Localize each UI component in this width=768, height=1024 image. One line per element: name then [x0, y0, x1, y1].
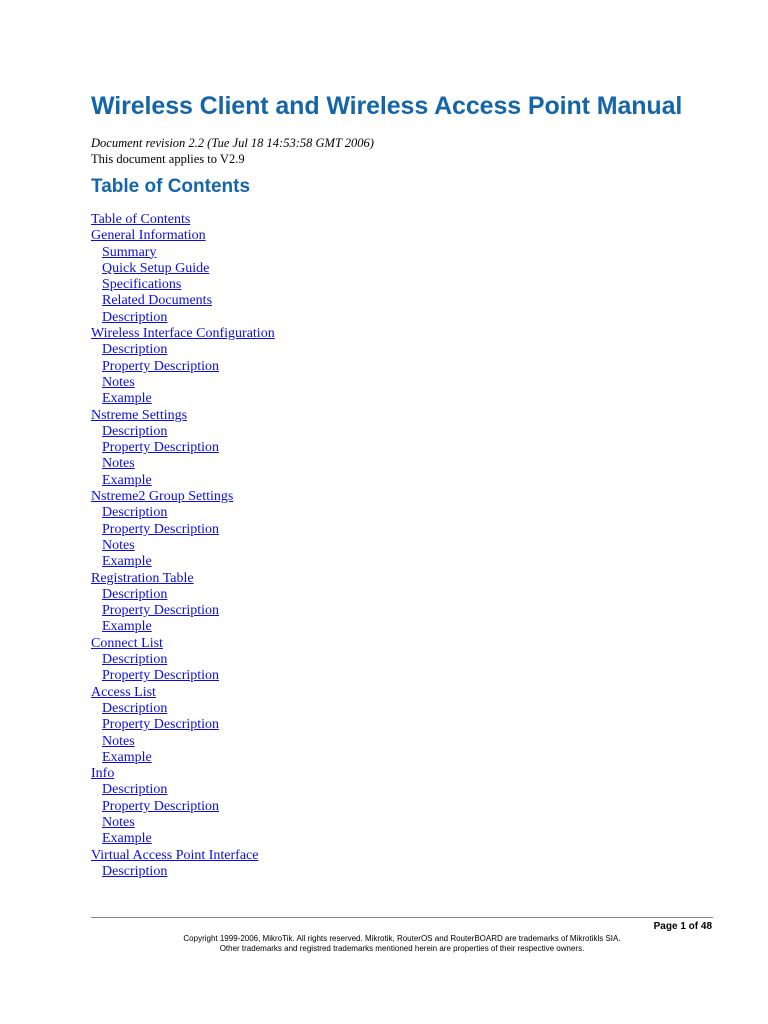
- toc-subsection-link[interactable]: Description: [102, 782, 168, 798]
- toc-section-link[interactable]: General Information: [91, 228, 206, 244]
- toc-subsection-link[interactable]: Example: [102, 619, 152, 635]
- toc-subsection-item: [91, 359, 275, 375]
- toc-subsection-item: [91, 277, 275, 293]
- toc-subsection-link[interactable]: Description: [102, 423, 168, 439]
- toc-section-item: [91, 212, 275, 228]
- toc-subsection-link[interactable]: Notes: [102, 814, 135, 830]
- toc-subsection-link[interactable]: Notes: [102, 456, 135, 472]
- toc-subsection-link[interactable]: Description: [102, 863, 168, 879]
- toc-subsection-link[interactable]: Property Description: [102, 521, 220, 537]
- toc-subsection-link[interactable]: Description: [102, 342, 168, 358]
- toc-subsection-link[interactable]: Description: [102, 652, 168, 668]
- toc-subsection-link[interactable]: Example: [102, 554, 152, 570]
- toc-subsection-item: [91, 440, 275, 456]
- toc-subsection-item: [91, 701, 275, 717]
- toc-subsection-item: [91, 554, 275, 570]
- toc-section-link[interactable]: Virtual Access Point Interface: [91, 847, 259, 863]
- toc-subsection-item: [91, 815, 275, 831]
- toc-subsection-item: [91, 652, 275, 668]
- document-title: Wireless Client and Wireless Access Point Manual: [91, 92, 683, 120]
- toc-subsection-link[interactable]: Property Description: [102, 798, 220, 814]
- toc-subsection-link[interactable]: Description: [102, 309, 168, 325]
- copyright-line-1: Copyright 1999-2006, MikroTik. All rights reserved. Mikrotik, RouterOS and RouterBOARD are trademarks of Mikrotikls SIA.: [183, 934, 621, 943]
- toc-subsection-item: [91, 505, 275, 521]
- toc-subsection-item: [91, 619, 275, 635]
- toc-section-item: [91, 408, 275, 424]
- toc-subsection-item: [91, 391, 275, 407]
- toc-subsection-link[interactable]: Notes: [102, 374, 135, 390]
- toc-subsection-link[interactable]: Description: [102, 700, 168, 716]
- toc-subsection-item: [91, 473, 275, 489]
- toc-section-link[interactable]: Nstreme2 Group Settings: [91, 489, 234, 505]
- toc-section-item: [91, 489, 275, 505]
- document-revision: Document revision 2.2 (Tue Jul 18 14:53:58 GMT 2006): [91, 136, 374, 150]
- toc-subsection-item: [91, 375, 275, 391]
- toc-subsection-link[interactable]: Property Description: [102, 440, 220, 456]
- toc-subsection-item: [91, 782, 275, 798]
- toc-subsection-item: [91, 603, 275, 619]
- toc-subsection-item: [91, 668, 275, 684]
- toc-subsection-link[interactable]: Example: [102, 472, 152, 488]
- toc-subsection-item: [91, 717, 275, 733]
- toc-subsection-link[interactable]: Example: [102, 749, 152, 765]
- toc-subsection-link[interactable]: Related Documents: [102, 293, 213, 309]
- applies-to-version: This document applies to V2.9: [91, 152, 245, 166]
- toc-subsection-link[interactable]: Description: [102, 586, 168, 602]
- toc-subsection-link[interactable]: Quick Setup Guide: [102, 260, 210, 276]
- toc-subsection-link[interactable]: Property Description: [102, 603, 220, 619]
- toc-subsection-item: [91, 293, 275, 309]
- toc-section-link[interactable]: Nstreme Settings: [91, 407, 188, 423]
- toc-section-item: [91, 766, 275, 782]
- toc-section-link[interactable]: Connect List: [91, 635, 163, 651]
- toc-subsection-item: [91, 538, 275, 554]
- toc-section-link[interactable]: Wireless Interface Configuration: [91, 326, 275, 342]
- toc-subsection-item: [91, 310, 275, 326]
- toc-subsection-link[interactable]: Example: [102, 831, 152, 847]
- toc-subsection-link[interactable]: Property Description: [102, 668, 220, 684]
- toc-subsection-link[interactable]: Example: [102, 391, 152, 407]
- table-of-contents: [91, 212, 275, 880]
- toc-subsection-link[interactable]: Notes: [102, 537, 135, 553]
- toc-section-link[interactable]: Table of Contents: [91, 212, 191, 227]
- toc-section-link[interactable]: Access List: [91, 684, 156, 700]
- toc-subsection-item: [91, 342, 275, 358]
- toc-subsection-link[interactable]: Property Description: [102, 717, 220, 733]
- toc-heading: Table of Contents: [91, 176, 251, 197]
- toc-subsection-item: [91, 799, 275, 815]
- toc-subsection-item: [91, 261, 275, 277]
- toc-section-item: [91, 326, 275, 342]
- toc-subsection-item: [91, 864, 275, 880]
- copyright-line-2: Other trademarks and registred trademarks mentioned herein are properties of their respective owners.: [219, 944, 585, 953]
- toc-subsection-item: [91, 245, 275, 261]
- toc-subsection-item: [91, 734, 275, 750]
- toc-section-link[interactable]: Info: [91, 766, 115, 782]
- toc-subsection-link[interactable]: Description: [102, 505, 168, 521]
- toc-section-item: [91, 571, 275, 587]
- toc-subsection-link[interactable]: Property Description: [102, 358, 220, 374]
- toc-section-item: [91, 685, 275, 701]
- toc-subsection-item: [91, 587, 275, 603]
- toc-subsection-item: [91, 424, 275, 440]
- toc-subsection-link[interactable]: Specifications: [102, 277, 182, 293]
- toc-section-item: [91, 228, 275, 244]
- toc-subsection-item: [91, 750, 275, 766]
- page-number: Page 1 of 48: [653, 921, 712, 932]
- footer-divider: [91, 917, 713, 918]
- toc-subsection-link[interactable]: Summary: [102, 244, 157, 260]
- toc-subsection-link[interactable]: Notes: [102, 733, 135, 749]
- toc-subsection-item: [91, 456, 275, 472]
- toc-section-link[interactable]: Registration Table: [91, 570, 194, 586]
- toc-subsection-item: [91, 522, 275, 538]
- toc-subsection-item: [91, 831, 275, 847]
- toc-section-item: [91, 636, 275, 652]
- toc-section-item: [91, 848, 275, 864]
